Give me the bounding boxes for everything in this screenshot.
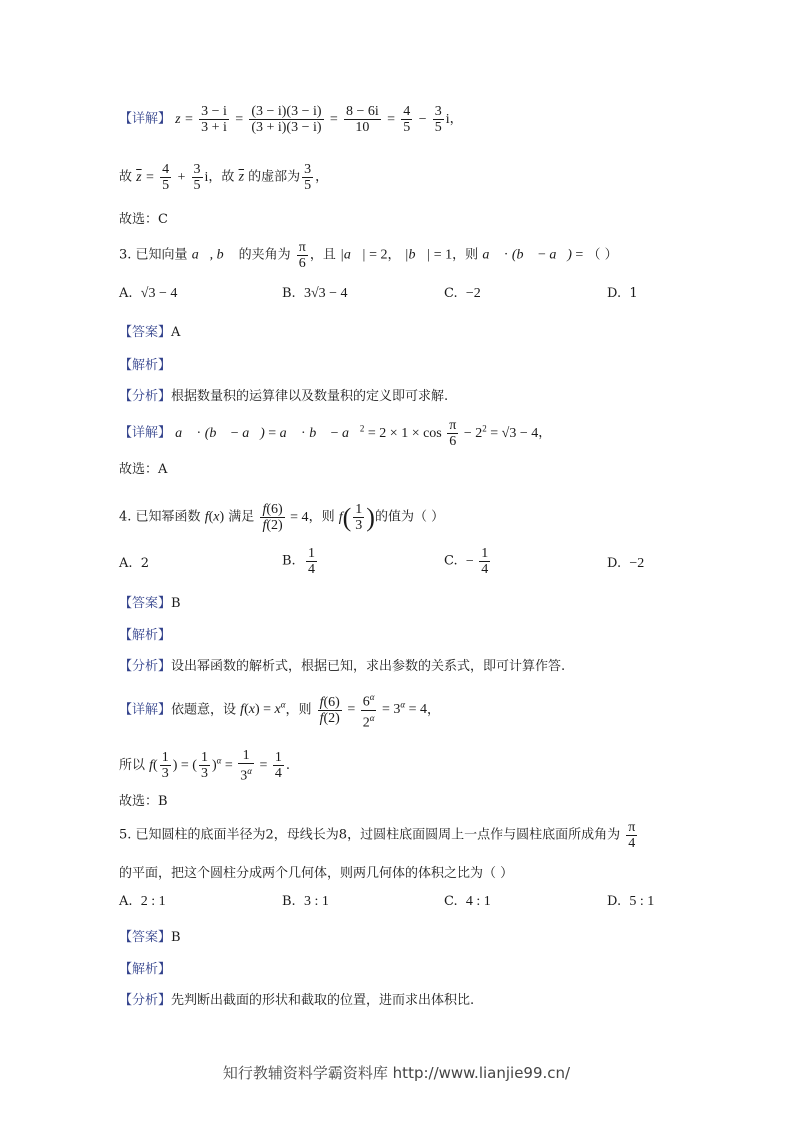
q4-option-b: B. $\frac{1}{4}$ (282, 546, 315, 577)
q2-detail-line: 【详解】 z = $\frac{3 - i}{3 + i}$ = $\frac{(3 - i)(3 - i)}{(3 + i)(3 - i)}$ = $\frac{8 - 6i}{10}$ = $\frac{4}{5}$ − $\frac{3}{5}$ i， (119, 104, 463, 135)
q2-conclusion-line: 故 $\overline{z}$ = $\frac{4}{5}$ + $\frac{3}{5}$ i，故 $\overline{z}$ 的虚部为 $\frac{3}{5}$ ， (119, 162, 329, 193)
q4-option-d: D. −2 (607, 556, 645, 571)
q3-option-c: C. −2 (444, 286, 481, 301)
q3-option-d: D. 1 (607, 286, 638, 301)
q5-answer: 【答案】B (119, 930, 181, 945)
q4-option-a: A. 2 (119, 556, 150, 571)
q3-analysis-label: 【解析】 (119, 358, 172, 373)
q5-analysis-label: 【解析】 (119, 962, 172, 977)
q4-detail: 【详解】依题意，设 $f(x) = x^\alpha$，则 $\frac{f(6)}{f(2)}$ = $\frac{6^\alpha}{2^\alpha}$ = $3^\alpha = 4$， (119, 692, 441, 731)
q5-stem-2: 的平面，把这个圆柱分成两个几何体，则两几何体的体积之比为（ ） (119, 866, 514, 881)
detail-label: 【详解】 (119, 111, 172, 127)
q5-analysis: 【分析】先判断出截面的形状和截取的位置，进而求出体积比. (119, 993, 475, 1008)
q2-conj-z: $\overline{z}$ (238, 169, 245, 185)
q4-stem: 4. 已知幂函数 f(x) 满足 $\frac{f(6)}{f(2)}$ = 4，则 f( $\frac{1}{3}$ )的值为（ ） (119, 502, 445, 533)
q2-choose: 故选：C (119, 212, 168, 227)
page-footer: 知行教辅资料学霸资料库 http://www.lianjie99.cn/ (222, 1064, 571, 1082)
q3-detail: 【详解】 a⃗ · (b⃗ − a⃗) = a⃗ · b⃗ − a⃗$^2$ = 2 × 1 × cos $\frac{\pi}{6}$ − $2^2 = √3 - 4$， (119, 418, 552, 449)
q3-choose: 故选：A (119, 462, 168, 477)
q3-stem: 3. 已知向量 a⃗, b⃗ 的夹角为 $\frac{\pi}{6}$ ，且 |a⃗| = 2， |b⃗| = 1，则 a⃗ · (b⃗ − a⃗) = （ ） (119, 240, 618, 271)
q5-option-d: D. 5 : 1 (607, 894, 655, 909)
q3-analysis: 【分析】根据数量积的运算律以及数量积的定义即可求解. (119, 389, 449, 404)
q4-option-c: C. − $\frac{1}{4}$ (444, 546, 489, 577)
q2-conj-formula: $\overline{z}$ = $\frac{4}{5}$ + $\frac{3}{5}$ i (136, 162, 209, 193)
q3-answer: 【答案】A (119, 325, 181, 340)
q5-option-c: C. 4 : 1 (444, 894, 491, 909)
q5-option-a: A. 2 : 1 (119, 894, 166, 909)
q4-answer: 【答案】B (119, 596, 181, 611)
q4-detail-2: 所以 f( $\frac{1}{3}$ ) = ( $\frac{1}{3}$ )$^\alpha$ = $\frac{1}{3^\alpha}$ = $\frac{1}{4}$ . (119, 748, 291, 784)
q4-analysis: 【分析】设出幂函数的解析式，根据已知，求出参数的关系式，即可计算作答. (119, 659, 566, 674)
q4-choose: 故选：B (119, 794, 168, 809)
q2-formula: z = $\frac{3 - i}{3 + i}$ = $\frac{(3 - i)(3 - i)}{(3 + i)(3 - i)}$ = $\frac{8 - 6i}{10}$ = $\frac{4}{5}$ − $\frac{3}{5}$ i (175, 104, 450, 135)
q3-option-b: B. 3√3 − 4 (282, 286, 348, 301)
q5-option-b: B. 3 : 1 (282, 894, 329, 909)
q4-analysis-label: 【解析】 (119, 628, 172, 643)
q3-option-a: A. √3 − 4 (119, 286, 178, 301)
q5-stem-1: 5. 已知圆柱的底面半径为2，母线长为8，过圆柱底面圆周上一点作与圆柱底面所成角为 $\frac{\pi}{4}$ (119, 820, 636, 851)
